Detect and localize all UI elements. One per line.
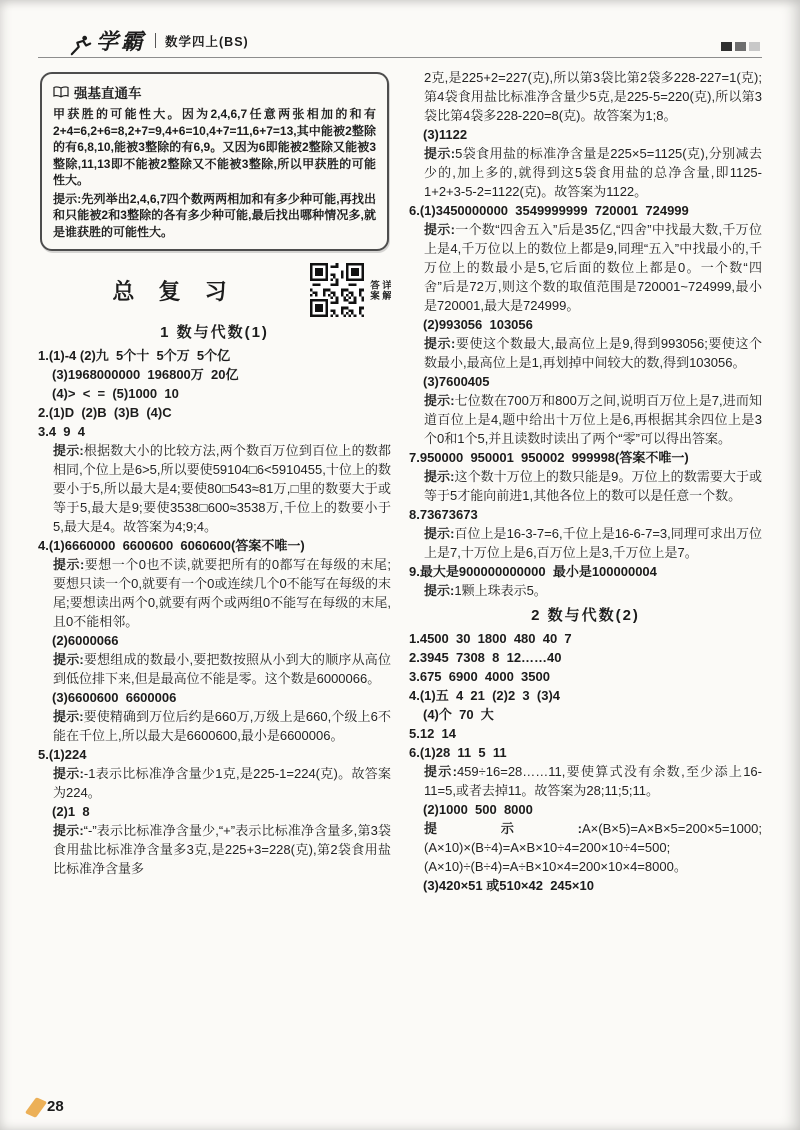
hint-paragraph: 提示:-1表示比标准净含量少1克,是225-1=224(克)。故答案为224。: [53, 766, 391, 800]
corner-square: [735, 42, 746, 51]
qr-block: [310, 263, 391, 317]
hint-label: 提示:: [424, 393, 455, 408]
feature-box-title: 强基直通车: [74, 86, 142, 101]
hint-label: 提示:: [53, 709, 84, 724]
answer-line: 9.最大是900000000000 最小是100000004: [409, 564, 657, 579]
hint-label: 提示:: [53, 191, 82, 206]
qr-caption-bottom: 详解: [380, 279, 391, 301]
feature-box-hint: [53, 191, 376, 241]
answer-line: (3)1968000000 196800万 20亿: [52, 367, 239, 382]
right-column: [409, 68, 762, 1092]
hint-paragraph: 提示:要使这个数最大,最高位上是9,得到993056;要使这个数最小,最高位上是1,再划掉中间较大的数,得到103056。: [424, 336, 762, 370]
answer-line: 5.12 14: [409, 726, 456, 741]
hint-paragraph: 提示:“-”表示比标准净含量少,“+”表示比标准净含量多,第3袋食用盐比标准净含量多3克,是225+3=228(克),第2袋食用盐比标准净含量多: [53, 823, 391, 876]
right-text-blocks: [409, 68, 762, 895]
corner-square: [749, 42, 760, 51]
hint-paragraph: 提示:一个数“四舍五入”后是35亿,“四舍”中找最大数,千万位上是4,千万位以上的数位上都是9,同理“五入”中找最小的,千万位上的数最小是5,它后面的数位上都是0。一个数“四舍”后是72万,则这个数的取值范围是720001~724999,最小是720001,最大是724999。: [424, 222, 762, 313]
hint-label: 提示:: [424, 764, 457, 779]
logo-text: 学霸: [96, 29, 147, 54]
answer-line: 6.(1)28 11 5 11: [409, 745, 507, 760]
hint-label: 提示:: [424, 469, 455, 484]
runner-icon: [70, 34, 92, 56]
hint-paragraph: 提示:这个数十万位上的数只能是9。万位上的数需要大于或等于5才能向前进1,其他各位上的数可以是任意一个数。: [424, 469, 762, 503]
section-heading: 2 数与代数(2): [531, 607, 640, 624]
answer-line: (2)993056 103056: [423, 317, 533, 332]
review-heading-row: [38, 263, 391, 317]
page-marker: [25, 1097, 47, 1118]
hint-label: 提示:: [53, 652, 84, 667]
feature-box: [40, 72, 389, 251]
answer-line: (4)> < = (5)1000 10: [52, 386, 179, 401]
answer-line: 5.(1)224: [38, 747, 87, 762]
page-number: 28: [47, 1098, 64, 1115]
answer-line: (4)个 70 大: [423, 707, 494, 722]
hint-label: 提示:: [424, 821, 582, 836]
hint-label: 提示:: [424, 222, 455, 237]
review-title: 总 复 习: [112, 278, 236, 304]
hint-continuation: 2克,是225+2=227(克),所以第3袋比第2袋多228-227=1(克);第4袋食用盐比标准净含量少5克,是225-5=220(克),所以第3袋比第4袋多228-220=8(克)。故答案为1;8。: [424, 70, 762, 123]
answer-line: (3)6600600 6600006: [52, 690, 177, 705]
hint-label: 提示:: [424, 526, 455, 541]
answer-line: 2.(1)D (2)B (3)B (4)C: [38, 405, 172, 420]
answer-line: (3)7600405: [423, 374, 490, 389]
answer-line: 4.(1)6660000 6600600 6060600(答案不唯一): [38, 538, 305, 553]
answer-line: (2)1000 500 8000: [423, 802, 533, 817]
answer-line: 7.950000 950001 950002 999998(答案不唯一): [409, 450, 689, 465]
answer-line: 2.3945 7308 8 12……40: [409, 650, 562, 665]
header-rule: [38, 57, 762, 58]
hint-label: 提示:: [424, 146, 456, 161]
hint-label: 提示:: [424, 583, 455, 598]
qr-caption-top: 答案: [368, 279, 379, 301]
section-heading: 1 数与代数(1): [160, 324, 269, 341]
left-text-blocks: [38, 323, 391, 878]
answer-line: (3)420×51 或510×42 245×10: [423, 878, 594, 893]
answer-line: 1.4500 30 1800 480 40 7: [409, 631, 572, 646]
hint-paragraph: 提示:百位上是16-3-7=6,千位上是16-6-7=3,同理可求出万位上是7,十万位上是6,百万位上是3,千万位上是7。: [424, 526, 762, 560]
hint-paragraph: 提示:要使精确到万位后约是660万,万级上是660,个级上6不能在千位上,所以最大是6600600,最小是6600006。: [53, 709, 391, 743]
answer-line: 8.73673673: [409, 507, 478, 522]
header-divider: [155, 33, 156, 48]
answer-line: (3)1122: [423, 127, 468, 142]
corner-squares: [721, 42, 760, 51]
qr-code: [310, 263, 364, 317]
hint-label: 提示:: [53, 823, 84, 838]
content: [38, 68, 762, 1092]
answer-line: 3.675 6900 4000 3500: [409, 669, 550, 684]
answer-line: 4.(1)五 4 21 (2)2 3 (3)4: [409, 688, 561, 703]
feature-box-hint-text: 先列举出2,4,6,7四个数两两相加和有多少种可能,再找出和只能被2和3整除的各有多少种可能,最后找出哪种情况多,就是谁获胜的可能性大。: [53, 191, 376, 239]
hint-paragraph: 提示:A×(B×5)=A×B×5=200×5=1000;(A×10)×(B÷4)=A×B×10÷4=200×10÷4=500;(A×10)÷(B÷4)=A÷B×10×4=200×10×4=8000。: [424, 821, 762, 874]
corner-square: [721, 42, 732, 51]
answer-line: (2)6000066: [52, 633, 119, 648]
answer-line: 3.4 9 4: [38, 424, 85, 439]
answer-line: (2)1 8: [52, 804, 90, 819]
qr-caption: [368, 280, 391, 301]
hint-label: 提示:: [53, 443, 84, 458]
hint-paragraph: 提示:根据数大小的比较方法,两个数百万位到百位上的数都相同,个位上是6>5,所以要使59104□6<5910455,十位上的数要小于5,所以最大是4;要使80□543≈81万,□里的数要大于或等于5,最大是9;要使3538□600≈3538万,千位上的数要小于5,最大是4。故答案为4;9;4。: [53, 443, 391, 534]
book-icon: [53, 86, 69, 98]
hint-label: 提示:: [53, 557, 85, 572]
brand-logo: [70, 25, 146, 56]
hint-paragraph: 提示:459÷16=28……11,要使算式没有余数,至少添上16-11=5,或者去掉11。故答案为28;11;5;11。: [424, 764, 762, 798]
hint-paragraph: 提示:七位数在700万和800万之间,说明百万位上是7,进而知道百位上是4,题中给出十万位上是6,再根据其余四位上是3个0和1个5,并且读数时读出了两个“零”可以得出答案。: [424, 393, 762, 446]
answer-line: 6.(1)3450000000 3549999999 720001 724999: [409, 203, 689, 218]
answer-line: 1.(1)-4 (2)九 5个十 5个万 5个亿: [38, 348, 231, 363]
hint-label: 提示:: [424, 336, 456, 351]
subject-title: 数学四上(BS): [165, 34, 249, 49]
hint-paragraph: 提示:5袋食用盐的标准净含量是225×5=1125(克),分别减去少的,加上多的,就得到这5袋食用盐的总净含量,即1125-1+2+3-5-2=1122(克)。故答案为1122。: [424, 146, 762, 199]
feature-box-title-row: [53, 82, 376, 102]
page-header: [70, 25, 249, 56]
hint-paragraph: 提示:要想一个0也不读,就要把所有的0都写在每级的末尾;要想只读一个0,就要有一个0或连续几个0不能写在每级的末尾;要想读出两个0,就要有两个或两组0不能写在每级的末尾,且0不能相邻。: [53, 557, 391, 629]
feature-box-answer: 甲获胜的可能性大。因为2,4,6,7任意两张相加的和有2+4=6,2+6=8,2+7=9,4+6=10,4+7=11,6+7=13,其中能被2整除的有6,8,10,能被3整除的有6,9。又因为6即能被2整除又能被3整除,11,13即不能被2整除又不能被3整除,所以甲获胜的可能性大。: [53, 107, 376, 187]
hint-paragraph: 提示:1颗上珠表示5。: [424, 583, 547, 598]
hint-label: 提示:: [53, 766, 84, 781]
left-column: [38, 68, 391, 1092]
hint-paragraph: 提示:要想组成的数最小,要把数按照从小到大的顺序从高位到低位排下来,但是最高位不能是零。这个数是6000066。: [53, 652, 391, 686]
